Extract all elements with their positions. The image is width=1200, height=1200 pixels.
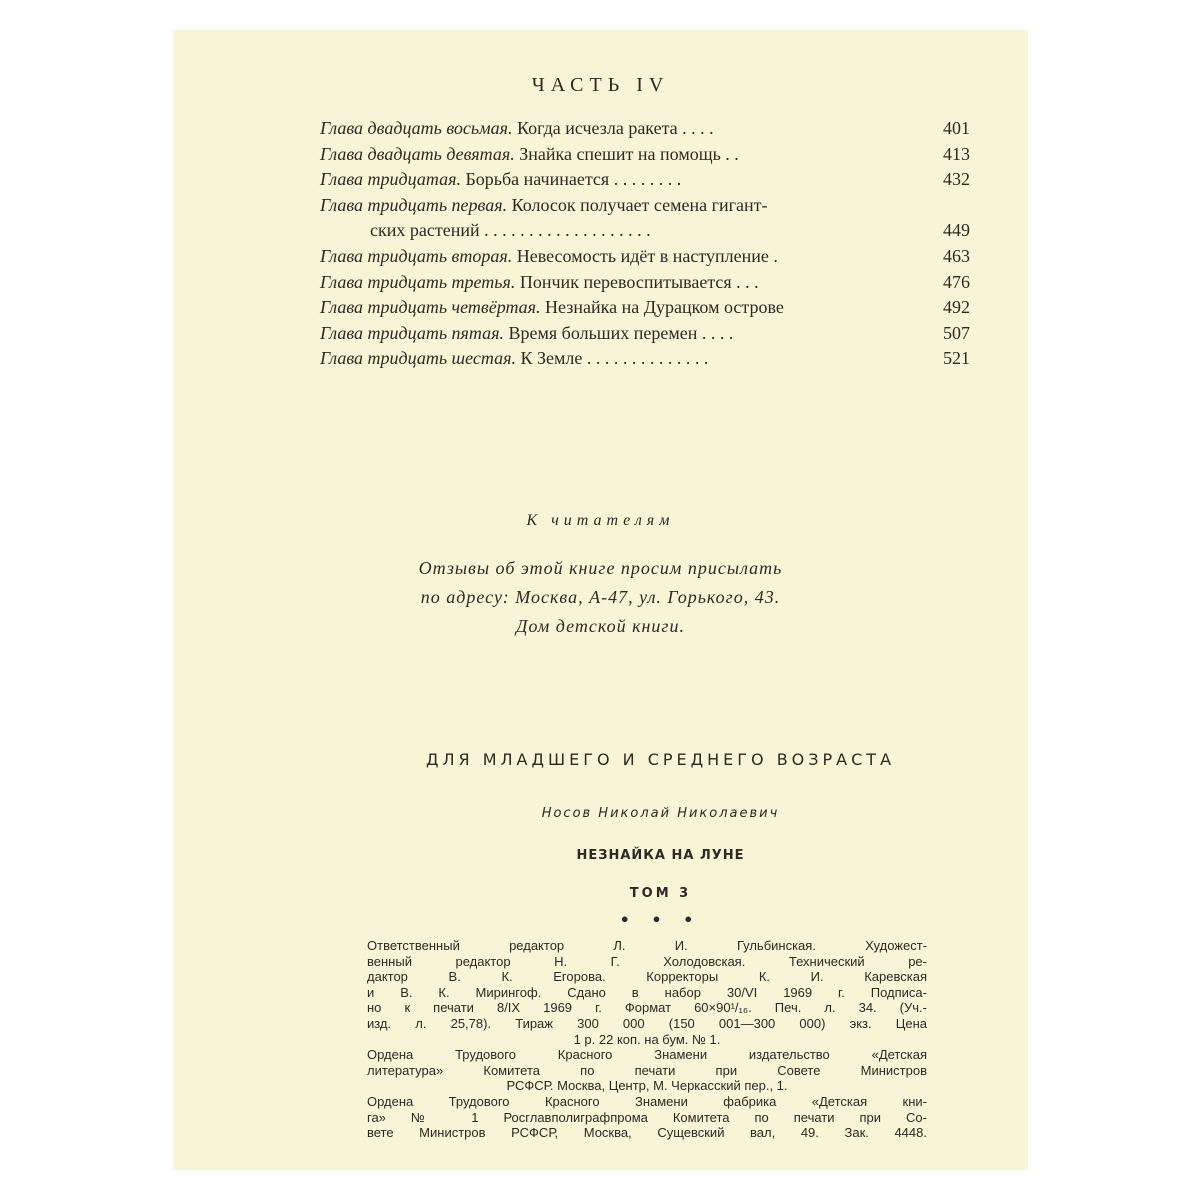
toc-row-continuation — [320, 218, 970, 244]
volume-label: ТОМ 3 — [629, 886, 692, 901]
toc-page-number: 492 — [943, 297, 970, 318]
toc-row — [320, 142, 970, 168]
imprint-line: га» № 1 Росглавполиграфпрома Комитета по печати при Со- — [367, 1109, 927, 1125]
imprint-line: литература» Комитета по печати при Совете Министров — [367, 1062, 927, 1078]
toc-page-number: 476 — [943, 271, 970, 292]
toc-page-number: 401 — [943, 118, 970, 138]
imprint-block — [367, 938, 927, 1141]
imprint-line: РСФСР. Москва, Центр, М. Черкасский пер., 1. — [506, 1078, 788, 1094]
toc-row — [320, 270, 970, 296]
readers-line: по адресу: Москва, А-47, ул. Горького, 43. — [420, 587, 781, 607]
toc-title: Пончик перевоспитывается . . . — [515, 271, 759, 292]
imprint-line: но к печати 8/IX 1969 г. Формат 60×90¹/₁₆. Печ. л. 34. (Уч.- — [367, 1000, 927, 1016]
toc-page-number: 507 — [943, 322, 970, 343]
toc-chapter: Глава тридцать третья. — [320, 271, 516, 292]
toc-chapter: Глава тридцать четвёртая. — [320, 297, 541, 318]
toc-chapter: Глава тридцать пятая. — [320, 322, 505, 343]
toc-chapter: Глава двадцать восьмая. — [320, 118, 513, 138]
book-title: НЕЗНАЙКА НА ЛУНЕ — [576, 848, 745, 863]
toc-page-number: 413 — [943, 143, 970, 164]
toc-row — [320, 346, 970, 372]
toc-page-number: 521 — [943, 348, 970, 369]
toc-title: Колосок получает семена гигант- — [507, 194, 768, 215]
imprint-line: дактор В. К. Егорова. Корректоры К. И. Каревская — [367, 969, 927, 985]
toc-title: Невесомость идёт в наступление . — [512, 245, 778, 266]
imprint-line: вете Министров РСФСР, Москва, Сущевский вал, 49. Зак. 4448. — [367, 1125, 927, 1141]
readers-heading: К читателям — [526, 512, 675, 529]
age-group: ДЛЯ МЛАДШЕГО И СРЕДНЕГО ВОЗРАСТА — [425, 750, 896, 769]
readers-line: Отзывы об этой книге просим присылать — [418, 558, 783, 578]
toc-page-number: 432 — [943, 169, 970, 190]
toc-page-number: 463 — [943, 245, 970, 266]
imprint-line: венный редактор Н. Г. Холодовская. Технический ре- — [367, 953, 927, 969]
toc-page-number: 449 — [943, 220, 970, 241]
toc-row — [320, 193, 970, 219]
toc-chapter: Глава тридцать шестая. — [320, 348, 516, 369]
toc-title: Незнайка на Дурацком острове — [540, 297, 784, 318]
book-page — [173, 30, 1028, 1170]
toc-title: Знайка спешит на помощь . . — [514, 143, 739, 164]
toc-row — [320, 167, 970, 193]
toc-row — [320, 321, 970, 347]
toc-row — [320, 295, 970, 321]
author-name: Носов Николай Николаевич — [541, 806, 780, 821]
toc-title: Когда исчезла ракета . . . . — [512, 118, 714, 138]
imprint-line: Ордена Трудового Красного Знамени издательство «Детская — [367, 1047, 927, 1063]
imprint-line: изд. л. 25,78). Тираж 300 000 (150 001—300 000) экз. Цена — [367, 1015, 927, 1031]
readers-line: Дом детской книги. — [516, 616, 685, 636]
toc-row — [320, 116, 970, 142]
toc-title: К Земле . . . . . . . . . . . . . . — [515, 348, 709, 369]
toc-row — [320, 244, 970, 270]
toc-chapter: Глава тридцатая. — [320, 169, 461, 190]
toc-chapter: Глава тридцать вторая. — [320, 245, 513, 266]
imprint-line: Ответственный редактор Л. И. Гульбинская. Художест- — [367, 938, 927, 953]
part-title: ЧАСТЬ IV — [531, 74, 670, 96]
imprint-line: Ордена Трудового Красного Знамени фабрика «Детская кни- — [367, 1093, 927, 1109]
table-of-contents — [320, 116, 970, 372]
toc-chapter: Глава двадцать девятая. — [320, 143, 515, 164]
toc-title: ских растений . . . . . . . . . . . . . . . . . . . — [370, 220, 651, 241]
toc-title: Борьба начинается . . . . . . . . — [460, 169, 682, 190]
imprint-line: 1 р. 22 коп. на бум. № 1. — [573, 1031, 721, 1047]
toc-title: Время больших перемен . . . . — [504, 322, 734, 343]
readers-note — [173, 554, 1028, 641]
toc-chapter: Глава тридцать первая. — [320, 194, 508, 215]
imprint-line: и В. К. Мирингоф. Сдано в набор 30/VI 1969 г. Подписа- — [367, 984, 927, 1000]
separator: • • • — [619, 910, 702, 929]
